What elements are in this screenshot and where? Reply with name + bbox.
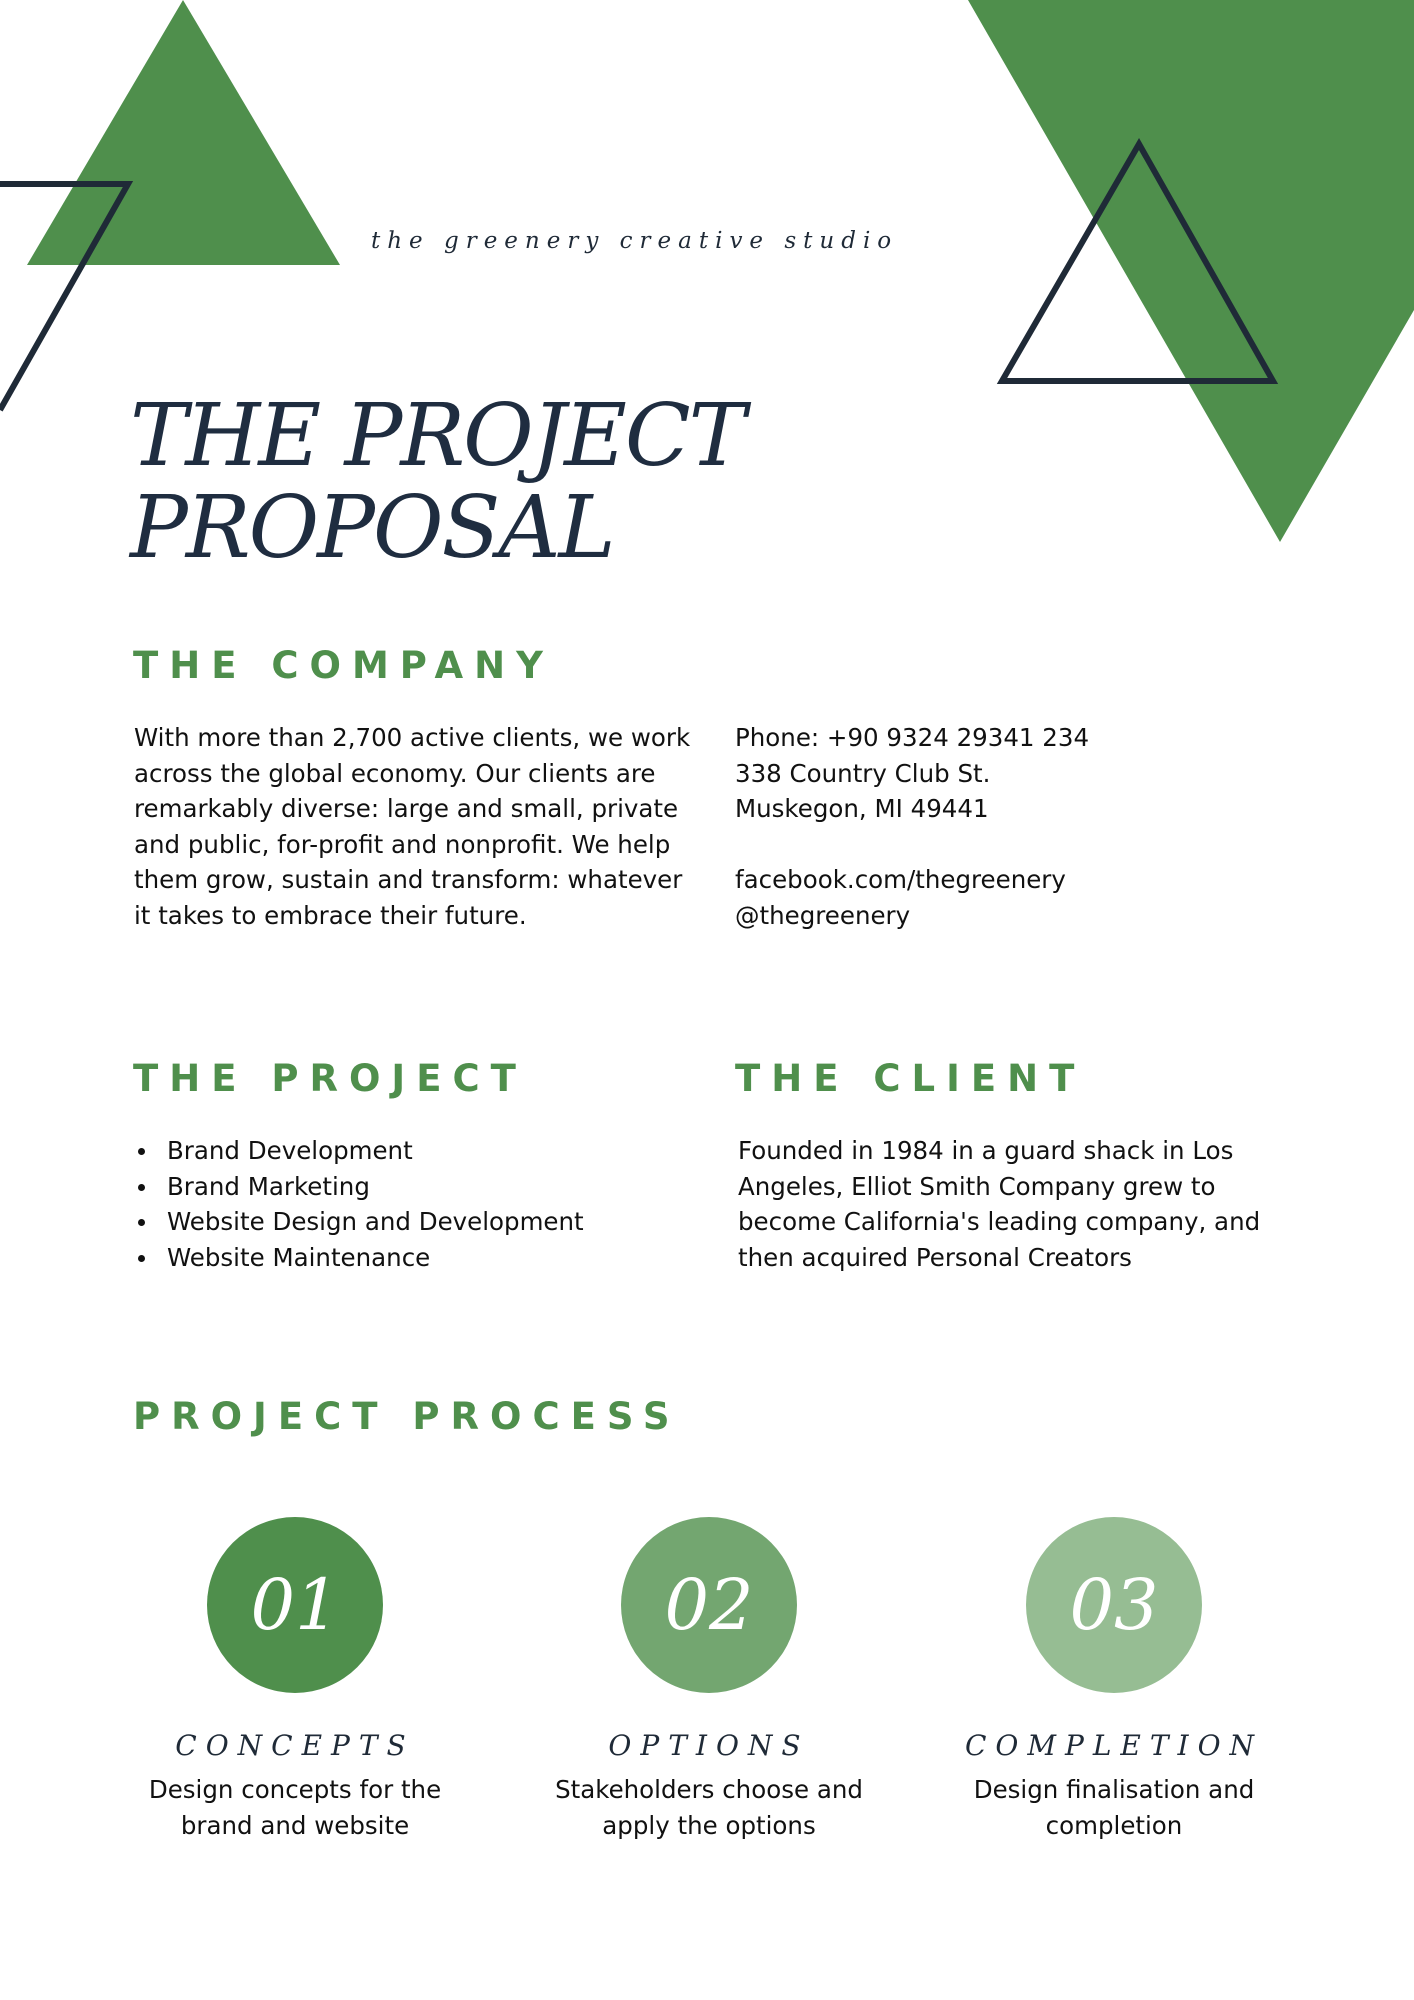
client-heading: THE CLIENT [735,1057,1086,1100]
step-label: COMPLETION [964,1729,1264,1762]
list-item: Brand Development [134,1133,694,1169]
process-step-1 [115,1517,475,1843]
step-description: Design concepts for the brand and website [148,1775,442,1840]
step-number-circle [1026,1517,1202,1693]
phone-number: Phone: +90 9324 29341 234 [735,723,1090,752]
social-handle: @thegreenery [735,900,911,930]
step-description: Stakeholders choose and apply the options [555,1775,863,1840]
step-number: 03 [1069,1564,1159,1646]
address-line-1: 338 Country Club St. [735,758,991,788]
process-heading: PROJECT PROCESS [133,1395,681,1438]
step-number: 01 [250,1564,340,1646]
step-label: CONCEPTS [175,1729,415,1762]
step-description: Design finalisation and completion [973,1775,1255,1840]
list-item: Website Maintenance [134,1240,694,1276]
title-line-2: PROPOSAL [130,478,614,578]
step-number: 02 [664,1564,754,1646]
green-triangle-right [968,0,1414,542]
title-line-1: THE PROJECT [130,386,745,486]
company-description [134,720,694,933]
step-number-circle [207,1517,383,1693]
company-heading: THE COMPANY [133,644,554,687]
green-triangle-left [27,0,340,265]
page-title [130,386,745,578]
list-item: Website Design and Development [134,1204,694,1240]
client-description [738,1133,1298,1275]
address-line-2: Muskegon, MI 49441 [735,794,989,823]
step-label: OPTIONS [608,1729,810,1762]
process-step-3 [934,1517,1294,1843]
contact-spacer [735,827,1235,863]
step-number-circle [621,1517,797,1693]
project-heading: THE PROJECT [133,1057,527,1100]
contact-info [735,720,1235,933]
process-step-2 [529,1517,889,1843]
list-item: Brand Marketing [134,1169,694,1205]
project-list [134,1133,694,1275]
facebook-link: facebook.com/thegreenery [735,865,1066,894]
company-description-text: With more than 2,700 active clients, we work across the global economy. Our clients are remarkably diverse: large and small, private and public, for-profit and nonprofit. We help them grow, sustain and transform: whatever it takes to embrace their future. [134,723,691,930]
studio-name: the greenery creative studio [371,228,899,254]
client-description-text: Founded in 1984 in a guard shack in Los Angeles, Elliot Smith Company grew to become California's leading company, and then acquired Personal Creators [738,1136,1261,1272]
